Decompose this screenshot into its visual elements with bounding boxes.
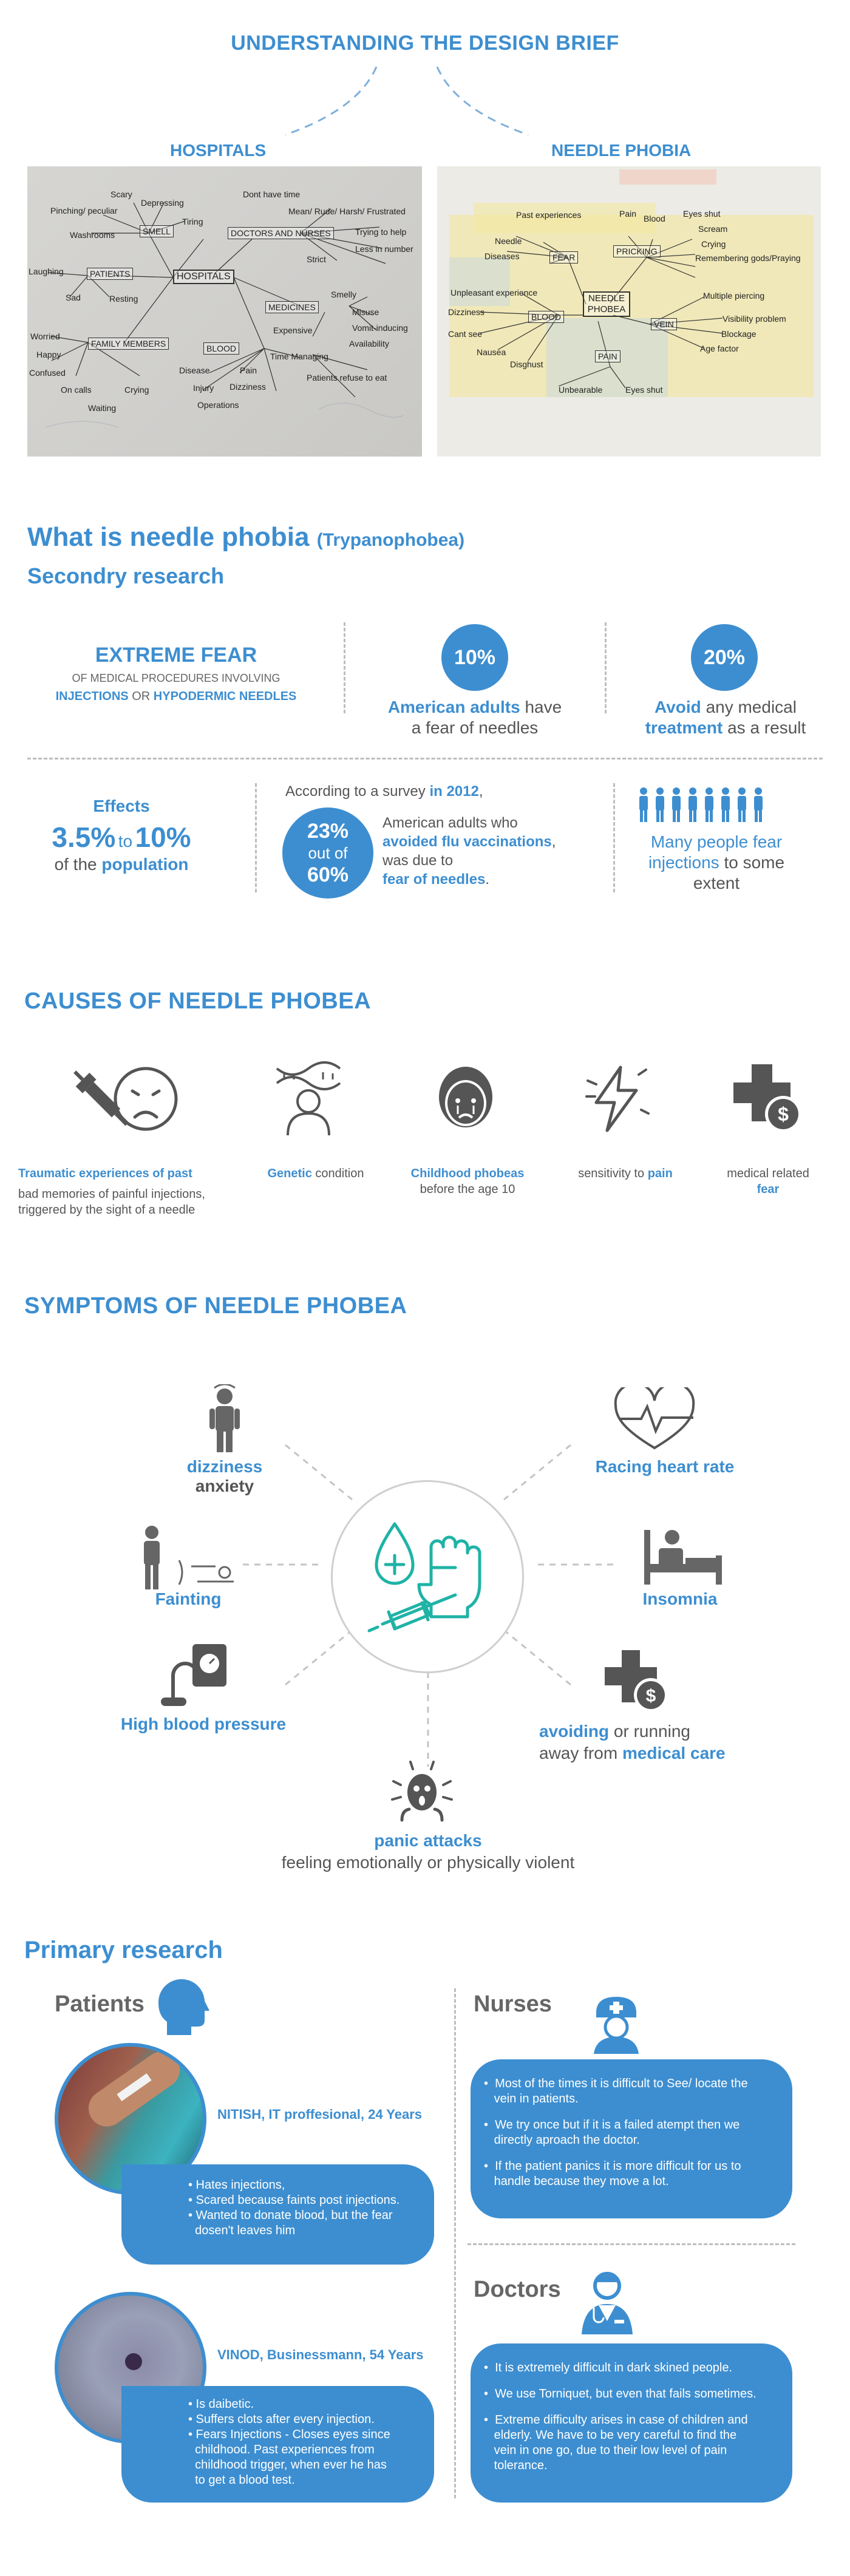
hmap-node: Operations bbox=[197, 400, 239, 410]
nmap-node: Unpleasant experience bbox=[450, 288, 538, 297]
panic-face-icon bbox=[389, 1761, 455, 1824]
hmap-node: Depressing bbox=[141, 198, 184, 208]
symptom-avoiding bbox=[539, 1721, 758, 1764]
patients-label: Patients bbox=[55, 1991, 144, 2017]
symptom-dizziness bbox=[146, 1457, 304, 1496]
nmap-node: Blood bbox=[644, 214, 665, 223]
crying-child-icon bbox=[432, 1059, 499, 1138]
people-row-icon bbox=[638, 787, 783, 824]
patient2-point: • Fears Injections - Closes eyes since bbox=[188, 2428, 390, 2441]
nmap-node: Eyes shut bbox=[683, 209, 721, 219]
dizzy-person-icon bbox=[203, 1384, 246, 1454]
symptom-avoiding-bold: avoiding bbox=[539, 1722, 610, 1741]
patient-head-icon bbox=[155, 1977, 209, 2037]
hmap-node: Pinching/ peculiar bbox=[50, 206, 118, 216]
nmap-node: Needle bbox=[495, 236, 522, 246]
hospitals-label: HOSPITALS bbox=[170, 141, 267, 160]
nurse-point: • Most of the times it is difficult to See/ locate the bbox=[484, 2077, 748, 2090]
stat-20-value: 20% bbox=[703, 645, 746, 669]
symptom-away-pre: away from bbox=[539, 1744, 618, 1762]
divider-horizontal bbox=[467, 2243, 795, 2245]
symptom-fainting-label: Fainting bbox=[155, 1589, 222, 1608]
stat-circle-10 bbox=[441, 624, 508, 691]
hmap-node: Tiring bbox=[182, 217, 203, 226]
hospitals-mindmap-photo bbox=[27, 166, 422, 457]
patient2-point: to get a blood test. bbox=[188, 2473, 295, 2487]
cause-medical-pre: medical related bbox=[727, 1167, 809, 1180]
hmap-center-node: HOSPITALS bbox=[173, 270, 234, 284]
survey-text bbox=[382, 814, 556, 889]
many-people-text bbox=[625, 832, 807, 894]
what-is-title-paren: (Trypanophobea) bbox=[316, 530, 465, 550]
stat-10-rest: have bbox=[525, 698, 562, 716]
brief-title: UNDERSTANDING THE DESIGN BRIEF bbox=[231, 32, 619, 55]
symptom-racing-label: Racing heart rate bbox=[595, 1457, 735, 1476]
hmap-node: On calls bbox=[61, 385, 92, 395]
heart-rate-icon bbox=[612, 1387, 697, 1454]
many-l3: extent bbox=[693, 874, 740, 892]
extreme-fear-heading: EXTREME FEAR bbox=[95, 644, 257, 667]
cause-medical bbox=[704, 1166, 832, 1197]
cause-childhood-title: Childhood phobeas bbox=[410, 1167, 525, 1180]
nmap-node: Age factor bbox=[700, 344, 739, 353]
nurse-point: • We try once but if it is a failed atempt then we bbox=[484, 2118, 740, 2132]
hmap-category: MEDICINES bbox=[265, 301, 319, 313]
divider-vertical bbox=[605, 622, 607, 713]
doctor-point bbox=[484, 2402, 779, 2413]
nmap-node: Eyes shut bbox=[625, 385, 663, 395]
nmap-node: Visibility problem bbox=[722, 314, 786, 324]
hmap-node: Expensive bbox=[273, 325, 313, 335]
survey-circle bbox=[282, 807, 373, 899]
secondary-research-subtitle: Secondry research bbox=[27, 563, 225, 588]
injections-word: INJECTIONS bbox=[55, 690, 129, 703]
doctors-bubble bbox=[471, 2343, 792, 2503]
symptom-panic-label: panic attacks bbox=[374, 1831, 482, 1850]
patient2-point: • Suffers clots after every injection. bbox=[188, 2413, 375, 2426]
nmap-category: VEIN bbox=[651, 318, 677, 330]
cause-medical-bold: fear bbox=[756, 1183, 780, 1196]
divider-horizontal bbox=[27, 758, 823, 760]
hmap-category: PATIENTS bbox=[87, 268, 133, 280]
symptom-avoiding-rest: or running bbox=[613, 1722, 690, 1741]
doctor-point: • Extreme difficulty arises in case of children and bbox=[484, 2413, 748, 2427]
nmap-node: Past experiences bbox=[516, 210, 582, 220]
effects-of-population bbox=[24, 855, 219, 874]
nmap-node: Scream bbox=[698, 224, 728, 234]
patient1-point: • Scared because faints post injections. bbox=[188, 2194, 400, 2207]
nmap-node: Blockage bbox=[721, 329, 756, 339]
many-l2-rest: to some bbox=[724, 853, 785, 872]
nmap-node: Multiple piercing bbox=[703, 291, 765, 301]
cause-genetic-rest: condition bbox=[315, 1167, 364, 1180]
what-is-title bbox=[27, 522, 464, 552]
svg-text:$: $ bbox=[645, 1686, 656, 1706]
survey-l1: American adults who bbox=[382, 815, 518, 831]
stat-10-value: 10% bbox=[454, 645, 496, 669]
bed-insomnia-icon bbox=[641, 1524, 726, 1588]
survey-l2-comma: , bbox=[551, 834, 556, 850]
divider-vertical bbox=[454, 1988, 456, 2498]
hmap-node: Patients refuse to eat bbox=[307, 373, 387, 382]
extreme-fear-line3 bbox=[18, 690, 334, 704]
nmap-node: Crying bbox=[701, 239, 726, 249]
nurses-bubble bbox=[471, 2059, 792, 2218]
cause-sensitivity bbox=[552, 1166, 698, 1181]
doctor-point: tolerance. bbox=[484, 2459, 548, 2472]
nmap-category: PAIN bbox=[595, 350, 620, 362]
doctor-point bbox=[484, 2376, 779, 2387]
survey-circle-top: 23% bbox=[307, 820, 349, 843]
symptom-dizziness-label: dizziness bbox=[186, 1457, 263, 1476]
patient2-point: childhood trigger, when ever he has bbox=[188, 2458, 387, 2472]
nmap-node: Dizziness bbox=[448, 307, 484, 317]
doctors-label: Doctors bbox=[474, 2277, 561, 2302]
patient1-point: • Wanted to donate blood, but the fear bbox=[188, 2209, 393, 2222]
patient1-bubble bbox=[121, 2164, 434, 2265]
patient2-bubble bbox=[121, 2386, 434, 2503]
svg-text:$: $ bbox=[778, 1103, 789, 1125]
nurse-icon bbox=[589, 1994, 644, 2055]
stat-circle-20 bbox=[691, 624, 758, 691]
hmap-node: Laughing bbox=[29, 267, 64, 276]
medical-cost-avoid-icon bbox=[601, 1645, 671, 1715]
effects-from: 3.5% bbox=[52, 821, 116, 853]
nurse-point bbox=[484, 2148, 779, 2159]
patient2-bruise bbox=[125, 2353, 142, 2370]
cause-childhood bbox=[389, 1166, 546, 1197]
effects-to-word: to bbox=[118, 832, 133, 851]
hmap-node: Misuse bbox=[352, 307, 379, 317]
extreme-fear-block bbox=[18, 644, 334, 704]
symptom-anxiety-label: anxiety bbox=[195, 1477, 254, 1495]
extreme-fear-line2: OF MEDICAL PROCEDURES INVOLVING bbox=[72, 672, 280, 684]
hmap-node: Resting bbox=[109, 294, 138, 304]
patient2-point: • Is daibetic. bbox=[188, 2398, 254, 2411]
hmap-node: Pain bbox=[240, 365, 257, 375]
effects-block bbox=[24, 797, 219, 874]
cause-traumatic-title: Traumatic experiences of past bbox=[18, 1167, 192, 1180]
nurse-point: vein in patients. bbox=[484, 2092, 579, 2105]
hmap-node: Washrooms bbox=[70, 230, 115, 240]
hmap-node: Crying bbox=[124, 385, 149, 395]
cause-traumatic-desc1: bad memories of painful injections, bbox=[18, 1188, 205, 1201]
hmap-node: Vomit-inducing bbox=[352, 323, 408, 333]
nmap-node: Remembering gods/Praying bbox=[695, 253, 801, 263]
hmap-node: Waiting bbox=[88, 403, 117, 413]
blood-drop-hand-syringe-icon bbox=[364, 1512, 492, 1639]
divider-vertical bbox=[344, 622, 345, 713]
symptom-away-bold: medical care bbox=[622, 1744, 726, 1762]
symptom-insomnia-label: Insomnia bbox=[642, 1589, 718, 1608]
cause-sensitivity-pre: sensitivity to bbox=[578, 1167, 645, 1180]
stat-10-text bbox=[364, 697, 585, 738]
nmap-node: Pain bbox=[619, 209, 637, 219]
doctor-point: elderly. We have to be very careful to find the bbox=[484, 2428, 737, 2442]
nurse-point bbox=[484, 2107, 779, 2118]
nmap-node: Diseases bbox=[484, 251, 520, 261]
hmap-node: Mean/ Rude/ Harsh/ Frustrated bbox=[288, 206, 406, 216]
doctor-icon bbox=[577, 2268, 638, 2336]
effects-label: Effects bbox=[93, 797, 150, 815]
survey-pre: According to a survey bbox=[285, 783, 426, 800]
medical-cost-icon bbox=[729, 1059, 804, 1135]
cause-genetic bbox=[249, 1166, 382, 1181]
nurses-label: Nurses bbox=[474, 1991, 552, 2017]
stat-20-line2: as a result bbox=[727, 718, 806, 737]
hmap-node: Dont have time bbox=[243, 189, 301, 199]
survey-year: in 2012 bbox=[429, 783, 479, 800]
hmap-category: FAMILY MEMBERS bbox=[88, 338, 169, 350]
survey-l4: fear of needles bbox=[382, 871, 486, 888]
patient1-point: dosen't leaves him bbox=[188, 2224, 296, 2237]
doctor-point: vein in one go, due to their low level of pain bbox=[484, 2444, 727, 2457]
fainting-person-icon bbox=[137, 1524, 246, 1591]
dna-person-icon bbox=[272, 1061, 345, 1137]
or-word: OR bbox=[132, 690, 151, 703]
causes-title: CAUSES OF NEEDLE PHOBEA bbox=[24, 988, 372, 1014]
patient2-point: childhood. Past experiences from bbox=[188, 2443, 375, 2456]
symptom-high-bp-label: High blood pressure bbox=[120, 1715, 287, 1733]
symptoms-title: SYMPTOMS OF NEEDLE PHOBEA bbox=[24, 1293, 407, 1319]
doctor-point: • It is extremely difficult in dark skined people. bbox=[484, 2361, 733, 2374]
divider-vertical bbox=[613, 783, 615, 892]
patient1-name: NITISH, IT proffesional, 24 Years bbox=[217, 2107, 423, 2122]
syringe-sad-face-icon bbox=[67, 1059, 182, 1138]
what-is-title-text: What is needle phobia bbox=[27, 522, 310, 552]
nmap-category: PRICKING bbox=[613, 245, 661, 257]
hmap-node: Injury bbox=[193, 383, 214, 393]
hmap-node: Happy bbox=[36, 350, 61, 359]
cause-childhood-desc: before the age 10 bbox=[420, 1183, 515, 1196]
hmap-node: Worried bbox=[30, 331, 60, 341]
stat-20-bold: Avoid bbox=[654, 698, 701, 716]
nmap-node: Nausea bbox=[477, 347, 506, 357]
hmap-node: Less in number bbox=[355, 244, 413, 254]
hmap-node: Smelly bbox=[331, 290, 357, 299]
hmap-node: Strict bbox=[307, 254, 326, 264]
cause-traumatic bbox=[18, 1166, 225, 1218]
stat-10-bold: American adults bbox=[387, 698, 520, 716]
nmap-category: FEAR bbox=[549, 251, 578, 263]
many-l2: injections bbox=[648, 853, 719, 872]
patient2-name: VINOD, Businessmann, 54 Years bbox=[217, 2347, 424, 2362]
survey-l2: avoided flu vaccinations bbox=[382, 834, 552, 850]
hmap-category: BLOOD bbox=[203, 342, 239, 355]
cause-sensitivity-bold: pain bbox=[647, 1167, 673, 1180]
survey-intro bbox=[285, 783, 483, 800]
divider-vertical bbox=[255, 783, 257, 892]
nurse-point: handle because they move a lot. bbox=[484, 2175, 669, 2188]
stat-10-line2: a fear of needles bbox=[411, 718, 539, 737]
stat-20-rest: any medical bbox=[706, 698, 797, 716]
nmap-node: Disghust bbox=[510, 359, 543, 369]
hmap-node: Confused bbox=[29, 368, 66, 378]
patient1-point: • Hates injections, bbox=[188, 2178, 285, 2192]
survey-l4-dot: . bbox=[485, 871, 490, 888]
cause-traumatic-desc2: triggered by the sight of a needle bbox=[18, 1203, 195, 1217]
effects-of: of the bbox=[54, 855, 97, 874]
hmap-node: Availability bbox=[349, 339, 389, 348]
hmap-node: Dizziness bbox=[229, 382, 266, 392]
hmap-node: Time Managing bbox=[270, 352, 328, 361]
survey-circle-mid: out of bbox=[308, 844, 348, 862]
cause-genetic-bold: Genetic bbox=[267, 1167, 312, 1180]
stat-20-text bbox=[619, 697, 832, 738]
hmap-node: Disease bbox=[179, 365, 210, 375]
effects-range bbox=[24, 821, 219, 854]
nmap-category: BLOOD bbox=[528, 311, 564, 323]
many-l1: Many people fear bbox=[650, 832, 783, 851]
survey-comma: , bbox=[478, 783, 483, 800]
blood-pressure-monitor-icon bbox=[155, 1639, 234, 1706]
nmap-node: Cant see bbox=[448, 329, 483, 339]
needle-mindmap-photo bbox=[437, 166, 821, 457]
symptom-panic bbox=[231, 1830, 625, 1874]
nurse-point: directly aproach the doctor. bbox=[484, 2133, 640, 2147]
nurse-point: • If the patient panics it is more difficult for us to bbox=[484, 2160, 741, 2173]
symptom-panic-desc: feeling emotionally or physically violent bbox=[281, 1853, 575, 1872]
primary-research-title: Primary research bbox=[24, 1937, 223, 1963]
hmap-category: DOCTORS AND NURSES bbox=[228, 227, 334, 239]
doctor-point: • We use Torniquet, but even that fails sometimes. bbox=[484, 2387, 756, 2401]
nmap-center-node: NEEDLE PHOBEA bbox=[583, 291, 630, 317]
effects-population: population bbox=[101, 855, 189, 874]
survey-l3: was due to bbox=[382, 852, 454, 869]
hmap-category: SMELL bbox=[140, 225, 174, 237]
survey-circle-bot: 60% bbox=[307, 863, 349, 886]
hypodermic-word: HYPODERMIC NEEDLES bbox=[153, 690, 297, 703]
brief-connector-lines bbox=[0, 0, 850, 158]
hmap-node: Sad bbox=[66, 293, 81, 302]
needle-phobia-label: NEEDLE PHOBIA bbox=[551, 141, 692, 160]
hmap-node: Trying to help bbox=[355, 227, 407, 237]
lightning-pain-icon bbox=[583, 1062, 650, 1135]
effects-to: 10% bbox=[135, 821, 191, 853]
nmap-node: Unbearable bbox=[559, 385, 603, 395]
hmap-node: Scary bbox=[110, 189, 132, 199]
stat-20-bold2: treatment bbox=[645, 718, 723, 737]
